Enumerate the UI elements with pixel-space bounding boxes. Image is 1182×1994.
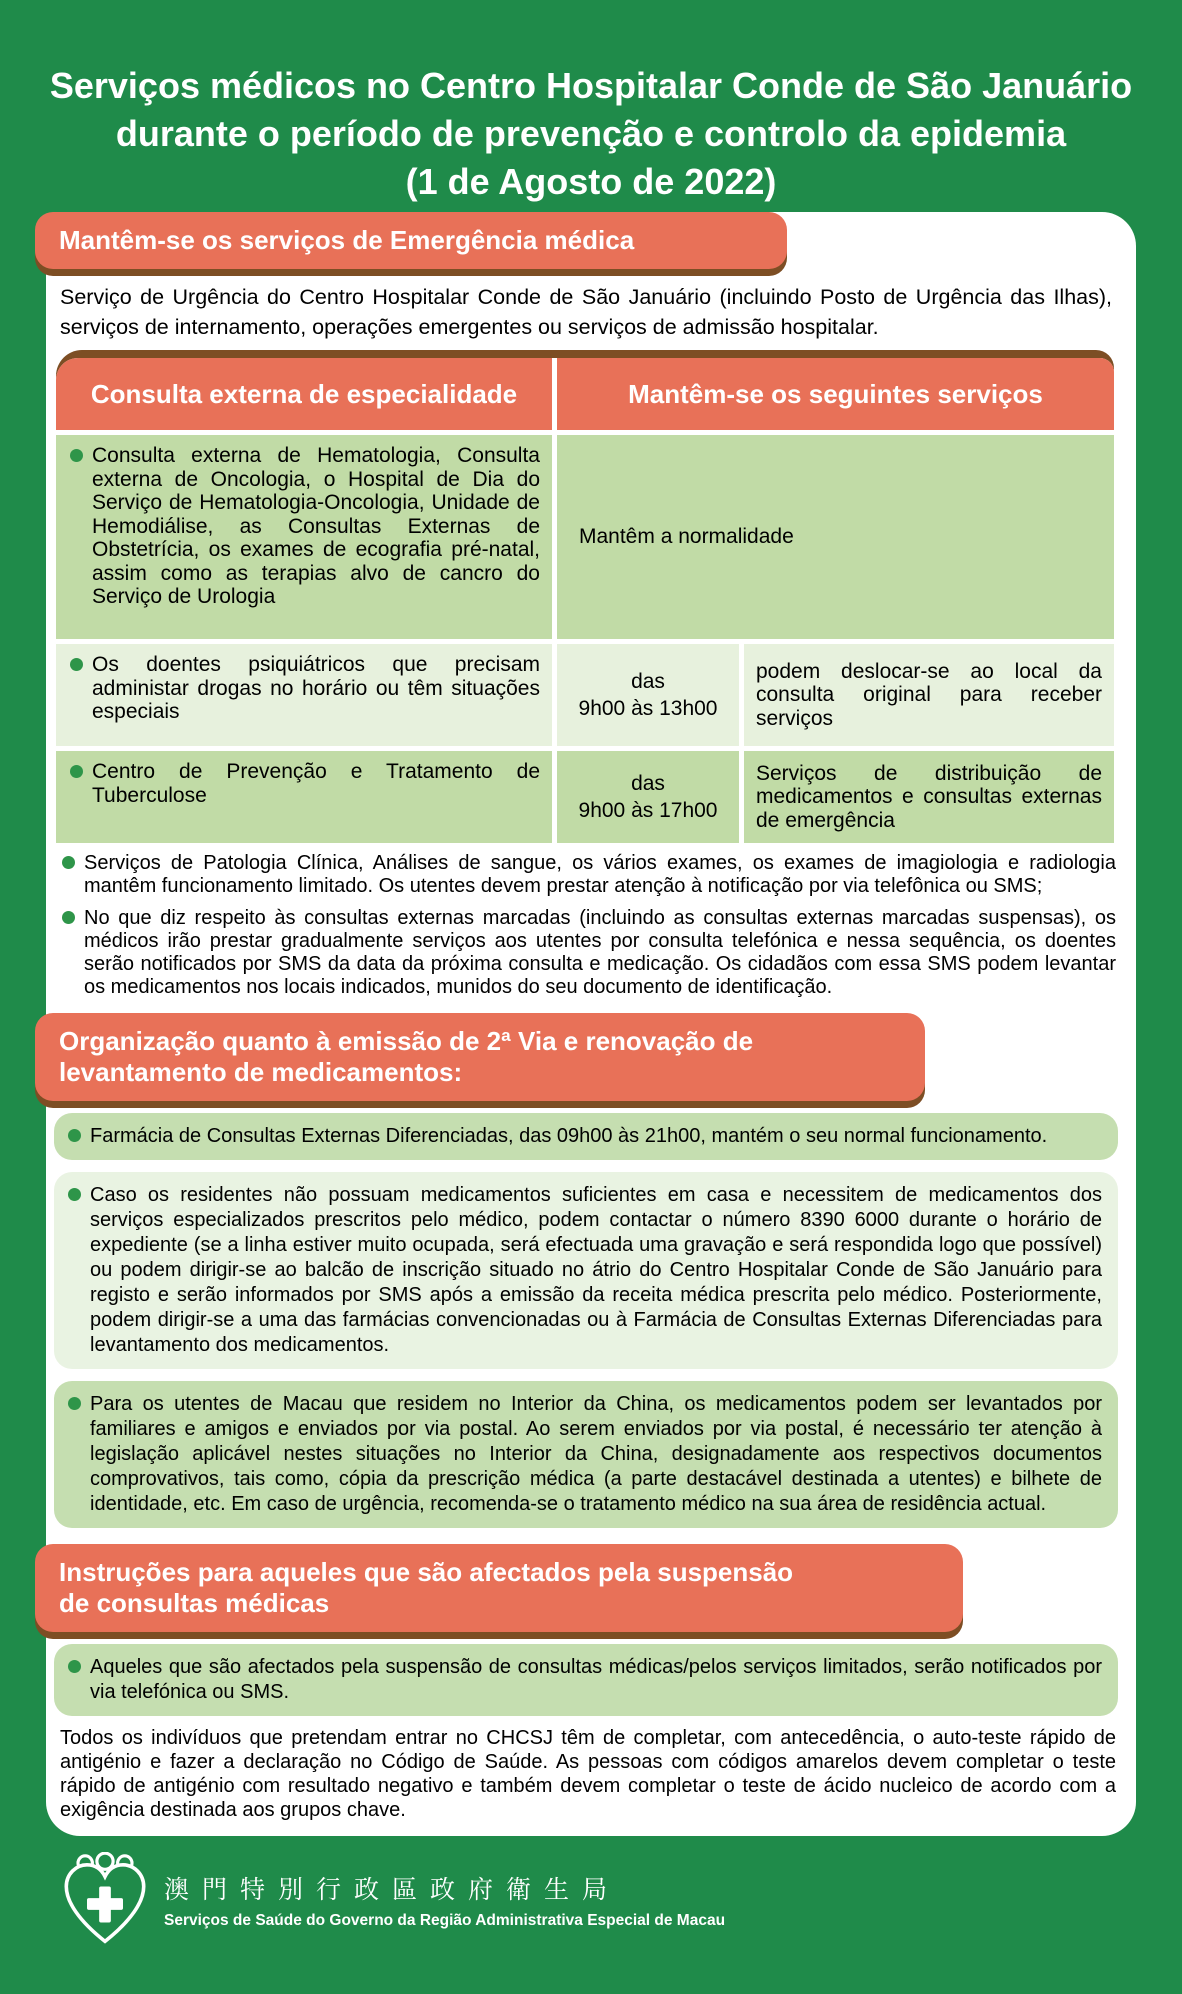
table-header-specialty [56,358,552,430]
suspension-box-notification [54,1644,1118,1716]
note-item [60,907,1116,999]
note-text-appointments: No que diz respeito às consultas externas marcadas (incluindo as consultas externas marcadas suspensas), os médicos irão prestar gradualmente serviços aos utentes por consulta telefónica e nessa sequência, os doentes serão notificados por SMS da data da próxima consulta e medicação. Os cidadãos com essa SMS podem levantar os medicamentos nos locais indicados, munidos do seu documento de identificação. [84,907,1116,998]
section-header-suspension-line2: de consultas médicas [59,1588,330,1618]
table-header-services [557,358,1114,430]
section-header-emergency [35,212,787,269]
medication-box-mainland [54,1381,1118,1528]
bullet-dot-icon [70,449,83,462]
table-row1-status-cell [557,435,1114,639]
page-title [0,0,1182,206]
table-row3-time-cell [557,751,739,843]
section-header-emergency-label: Mantêm-se os serviços de Emergência médica [59,225,635,255]
suspension-box-notification-text: Aqueles que são afectados pela suspensão de consultas médicas/pelos serviços limitados, serão notificados por via telefónica ou SMS. [90,1656,1102,1703]
health-bureau-name-portuguese: Serviços de Saúde do Governo da Região Administrativa Especial de Macau [164,1911,726,1929]
health-bureau-logo-icon [60,1852,150,1947]
health-bureau-name-chinese: 澳門特別行政區政府衛生局 [164,1875,621,1904]
bullet-dot-icon [68,1660,81,1673]
table-row3-time-range: 9h00 às 17h00 [578,799,718,822]
bullet-dot-icon [70,658,83,671]
table-row1-status-text: Mantêm a normalidade [579,525,794,549]
bullet-dot-icon [68,1129,81,1142]
services-table-border [56,350,1114,843]
section-header-suspension [35,1544,963,1632]
health-bureau-names [164,1870,725,1930]
medication-box-pharmacy-text: Farmácia de Consultas Externas Diferenciadas, das 09h00 às 21h00, mantém o seu normal funcionamento. [90,1125,1048,1147]
emergency-intro-text: Serviço de Urgência do Centro Hospitalar Conde de São Januário (incluindo Posto de Urgência das Ilhas), serviços de internamento, operações emergentes ou serviços de admissão hospitalar. [60,285,1112,339]
medication-box-pharmacy [54,1113,1118,1160]
table-row2-time-prefix: das [631,670,665,693]
bullet-dot-icon [68,1397,81,1410]
table-row2-time-range: 9h00 às 13h00 [578,697,718,720]
note-item [60,852,1116,898]
page-title-line1: Serviços médicos no Centro Hospitalar Conde de São Januário [49,65,1133,106]
content-card [46,212,1136,1836]
bullet-dot-icon [62,911,75,924]
bullet-dot-icon [68,1188,81,1201]
section-header-suspension-line1: Instruções para aqueles que são afectados pela suspensão [59,1557,794,1587]
page-title-line3: (1 de Agosto de 2022) [405,161,777,202]
table-row3-service-cell [56,751,552,843]
health-bureau-footer [60,1852,1182,1947]
section-header-medication [35,1013,925,1101]
table-row3-detail-text: Serviços de distribuição de medicamentos e consultas externas de emergência [756,761,1102,832]
bullet-dot-icon [70,765,83,778]
table-row3-detail-cell [744,751,1114,843]
table-row1-service-cell [56,435,552,639]
table-row2-detail-text: podem deslocar-se ao local da consulta original para receber serviços [756,659,1102,730]
section-header-medication-line1: Organização quanto à emissão de 2ª Via e renovação de [59,1026,754,1056]
entry-requirements-note: Todos os indivíduos que pretendam entrar no CHCSJ têm de completar, com antecedência, o auto-teste rápido de antigénio e fazer a declaração no Código de Saúde. As pessoas com códigos amarelos devem completar o teste rápido de antigénio com resultado negativo e também devem completar o teste de ácido nucleico de acordo com a exigência destinada aos grupos chave. [60,1727,1116,1821]
table-row2-service-text: Os doentes psiquiátricos que precisam administar drogas no horário ou têm situações especiais [92,653,540,723]
table-row1-service-text: Consulta externa de Hematologia, Consulta externa de Oncologia, o Hospital de Dia do Serviço de Hematologia-Oncologia, Unidade de Hemodiálise, as Consultas Externas de Obstetrícia, os exames de ecografia pré-natal, assim como as terapias alvo de cancro do Serviço de Urologia [92,444,540,608]
table-row3-time-prefix: das [631,772,665,795]
note-text-pathology: Serviços de Patologia Clínica, Análises de sangue, os vários exames, os exames de imagiologia e radiologia mantêm funcionamento limitado. Os utentes devem prestar atenção à notificação por via telefônica ou SMS; [84,852,1116,897]
section-header-medication-line2: levantamento de medicamentos: [59,1057,463,1087]
table-row2-time-cell [557,644,739,746]
services-table [56,358,1114,843]
bullet-dot-icon [62,856,75,869]
table-header-services-label: Mantêm-se os seguintes serviços [628,379,1043,409]
medication-box-residents [54,1172,1118,1369]
table-row2-service-cell [56,644,552,746]
page-title-line2: durante o período de prevenção e controlo da epidemia [115,113,1067,154]
table-header-specialty-label: Consulta externa de especialidade [90,379,518,409]
table-row3-service-text: Centro de Prevenção e Tratamento de Tuberculose [92,760,540,807]
medication-box-mainland-text: Para os utentes de Macau que residem no Interior da China, os medicamentos podem ser levantados por familiares e amigos e enviados por via postal. Ao serem enviados por via postal, é necessário ter atenção à legislação aplicável nestes situações no Interior da China, designadamente aos respectivos documentos comprovativos, tais como, cópia da prescrição médica (a parte destacável destinada a utentes) e bilhete de identidade, etc. Em caso de urgência, recomenda-se o tratamento médico na sua área de residência actual. [90,1393,1102,1515]
table-row2-detail-cell [744,644,1114,746]
medication-box-residents-text: Caso os residentes não possuam medicamentos suficientes em casa e necessitem de medicamentos dos serviços especializados prescritos pelo médico, podem contactar o número 8390 6000 durante o horário de expediente (se a linha estiver muito ocupada, será efectuada uma gravação e será respondida logo que possível) ou podem dirigir-se ao balcão de inscrição situado no átrio do Centro Hospitalar Conde de São Januário para registo e serão informados por SMS após a emissão da receita médica prescrita pelo médico. Posteriormente, podem dirigir-se a uma das farmácias convencionadas ou à Farmácia de Consultas Externas Diferenciadas para levantamento dos medicamentos. [90,1184,1102,1356]
